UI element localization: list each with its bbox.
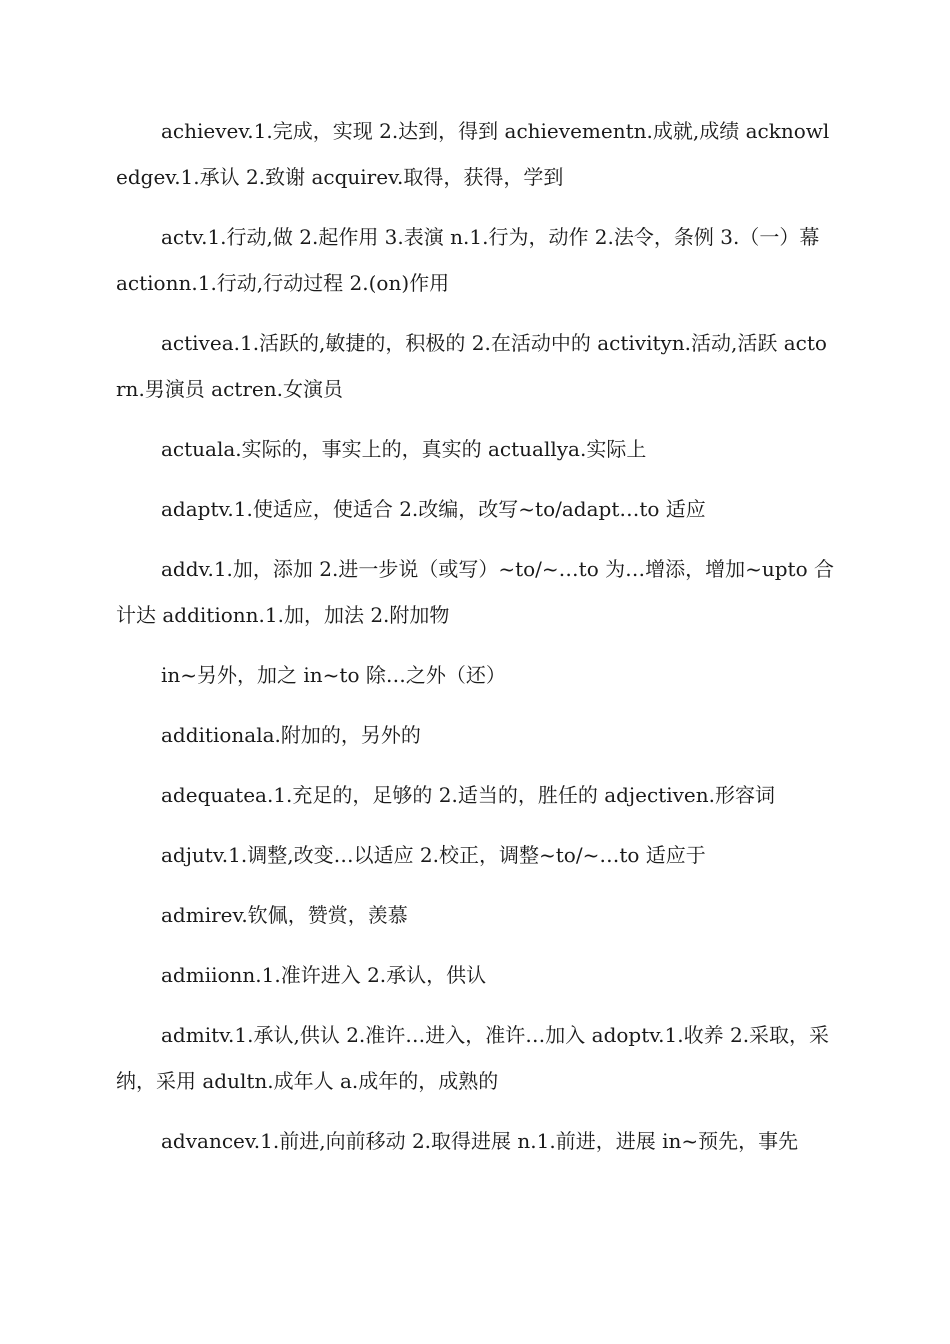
paragraph-entry: in~另外，加之 in~to 除…之外（还） xyxy=(161,663,506,687)
document-body xyxy=(116,108,836,1178)
paragraph-entry: addv.1.加，添加 2.进一步说（或写）~to/~…to 为…增添，增加~upto 合计达 additionn.1.加，加法 2.附加物 xyxy=(116,557,834,627)
paragraph-entry: actuala.实际的，事实上的，真实的 actuallya.实际上 xyxy=(161,437,647,461)
paragraph-entry: actv.1.行动,做 2.起作用 3.表演 n.1.行为，动作 2.法令，条例 3.（一）幕 actionn.1.行动,行动过程 2.(on)作用 xyxy=(116,225,820,295)
paragraph-entry: adjutv.1.调整,改变…以适应 2.校正，调整~to/~…to 适应于 xyxy=(161,843,706,867)
paragraph-entry: activea.1.活跃的,敏捷的，积极的 2.在活动中的 activityn.活动,活跃 actorn.男演员 actren.女演员 xyxy=(116,331,827,401)
paragraph-entry: advancev.1.前进,向前移动 2.取得进展 n.1.前进，进展 in~预先，事先 xyxy=(161,1129,799,1153)
paragraph-entry: adaptv.1.使适应，使适合 2.改编，改写~to/adapt…to 适应 xyxy=(161,497,706,521)
paragraph-entry: achievev.1.完成，实现 2.达到，得到 achievementn.成就,成绩 acknowledgev.1.承认 2.致谢 acquirev.取得，获得，学到 xyxy=(116,119,830,189)
paragraph-entry: admitv.1.承认,供认 2.准许…进入，准许…加入 adoptv.1.收养 2.采取，采纳，采用 adultn.成年人 a.成年的，成熟的 xyxy=(116,1023,830,1093)
paragraph-entry: adequatea.1.充足的，足够的 2.适当的，胜任的 adjectiven.形容词 xyxy=(161,783,775,807)
paragraph-entry: admirev.钦佩，赞赏，羡慕 xyxy=(161,903,408,927)
paragraph-entry: additionala.附加的，另外的 xyxy=(161,723,421,747)
paragraph-entry: admiionn.1.准许进入 2.承认，供认 xyxy=(161,963,487,987)
